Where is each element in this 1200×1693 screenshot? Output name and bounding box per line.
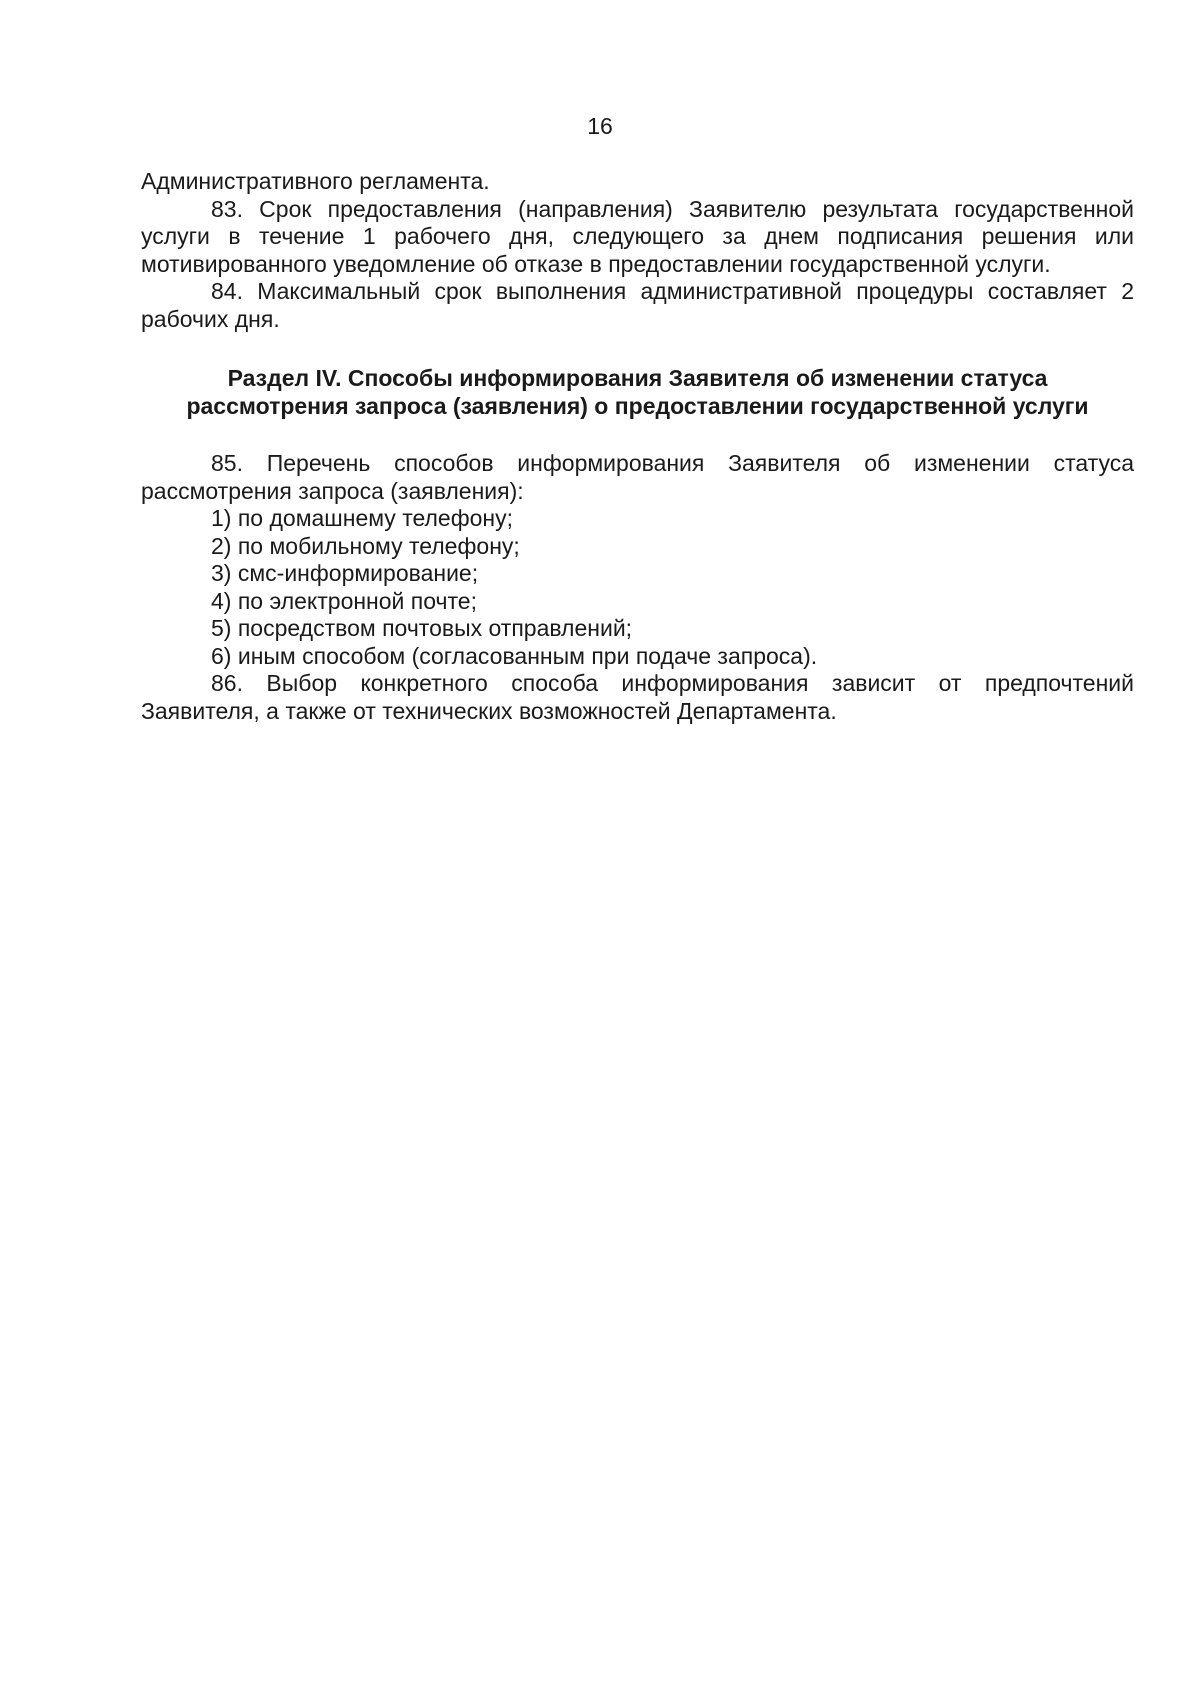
section-heading-line-1: Раздел IV. Способы информирования Заявителя об изменении статуса [227,365,1048,391]
paragraph-continuation: Административного регламента. [141,168,490,194]
section-heading-line-2: рассмотрения запроса (заявления) о предоставлении государственной услуги [186,393,1089,419]
list-item: 1) по домашнему телефону; [211,505,514,531]
paragraph-84: 84. Максимальный срок выполнения административной процедуры составляет 2 рабочих дня. [141,278,1134,332]
list-item: 6) иным способом (согласованным при подаче запроса). [211,642,818,669]
paragraph-86: 86. Выбор конкретного способа информирования зависит от предпочтений Заявителя, а также от технических возможностей Департамента. [141,670,1134,724]
list-item: 2) по мобильному телефону; [211,532,520,559]
section-heading [141,364,1134,420]
list-item: 4) по электронной почте; [211,587,477,614]
list-item: 5) посредством почтовых отправлений; [211,615,633,641]
page-number: 16 [587,113,613,139]
paragraph-83: 83. Срок предоставления (направления) Заявителю результата государственной услуги в течение 1 рабочего дня, следующего за днем подписания решения или мотивированного уведомление об отказе в предоставлении государственной услуги. [141,195,1134,277]
list-item: 3) смс-информирование; [211,560,479,586]
document-body [141,168,1134,725]
paragraph-85: 85. Перечень способов информирования Заявителя об изменении статуса рассмотрения запроса (заявления): [141,450,1134,504]
